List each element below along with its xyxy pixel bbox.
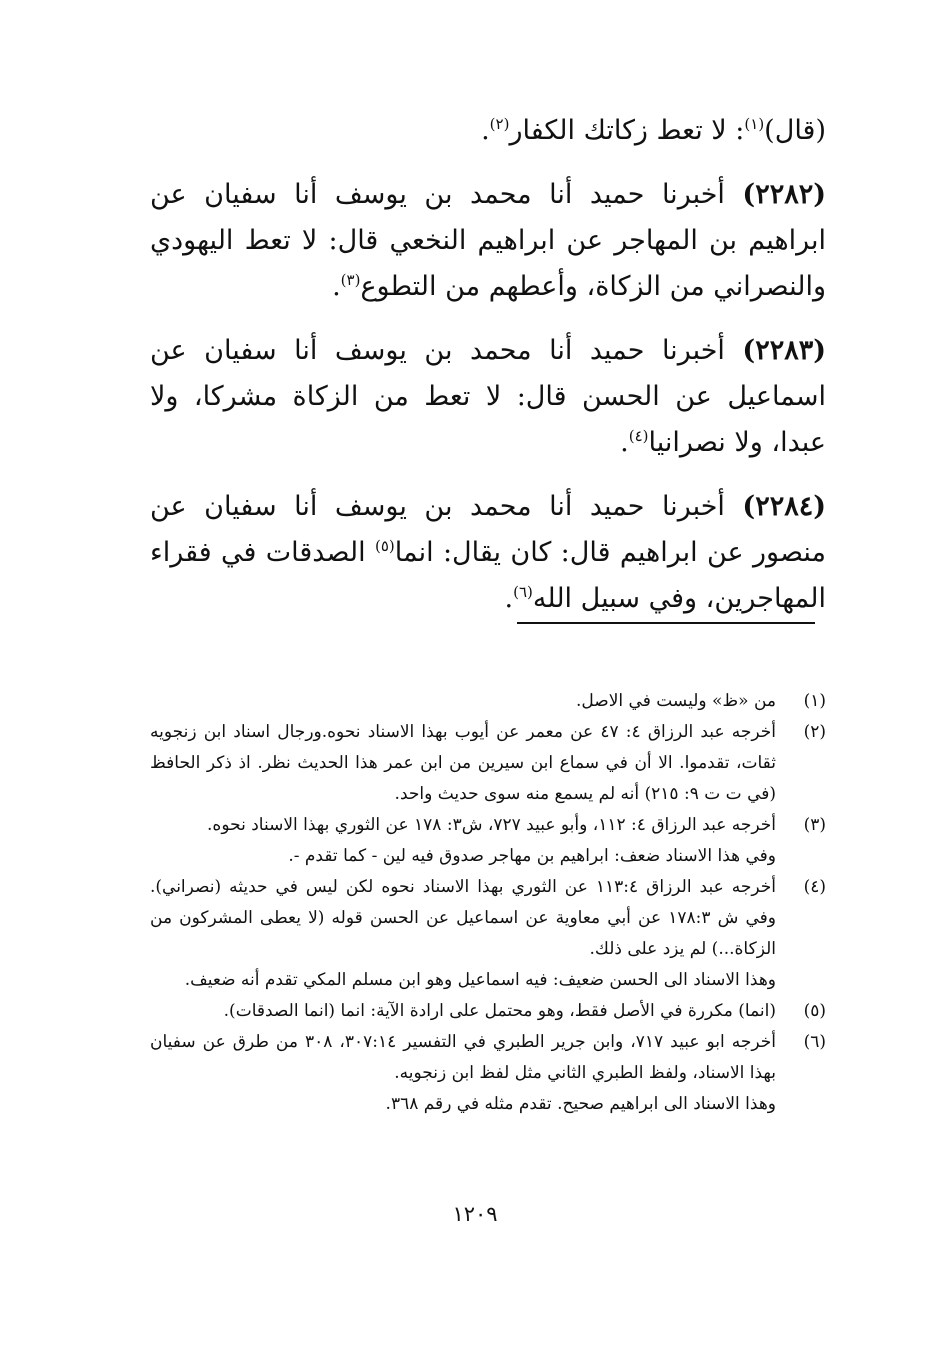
footnote [150,872,826,996]
footnote-body [150,686,776,717]
hadith-text: أخبرنا حميد أنا محمد بن يوسف أنا سفيان عن اسماعيل عن الحسن قال: لا تعط من الزكاة مشركا، ولا عبدا، ولا نصرانيا [150,335,826,458]
footnote-line: أخرجه ابو عبيد ٧١٧، وابن جرير الطبري في التفسير ٣٠٧:١٤، ٣٠٨ من طرق عن سفيان بهذا الاسناد، ولفظ الطبري الثاني مثل لفظ ابن زنجويه. [150,1032,777,1083]
qal-text: : لا تعط زكاتك الكفار [509,115,745,146]
hadith-2283 [150,328,826,466]
footnote-number: (٣) [803,815,826,835]
footnote [150,686,826,717]
main-text [150,108,826,640]
hadith-number: (٢٢٨٣) [742,335,826,366]
footnote-body [150,996,776,1027]
footnote [150,810,826,872]
footnote-line: (انما) مكررة في الأصل فقط، وهو محتمل على ارادة الآية: انما (انما الصدقات). [223,1001,776,1021]
page-number: ١٢٠٩ [452,1202,498,1226]
footnote-number: (٦) [803,1032,826,1052]
footnote-number: (٤) [803,877,826,897]
hadith-text: أخبرنا حميد أنا محمد بن يوسف أنا سفيان عن ابراهيم بن المهاجر عن ابراهيم النخعي قال: لا تعط اليهودي والنصراني من الزكاة، وأعطهم من التطوع [150,179,826,302]
footnote-line: أخرجه عبد الرزاق ٤: ١١٢، وأبو عبيد ٧٢٧، ش٣: ١٧٨ عن الثوري بهذا الاسناد نحوه. [207,815,776,835]
footnote-body [150,717,776,810]
paragraph-qal [150,108,826,154]
hadith-2284 [150,484,826,622]
hadith-end: . [504,583,514,614]
footnote-ref-3: (٣) [340,271,361,289]
footnote [150,996,826,1027]
footnote-line: وفي هذا الاسناد ضعف: ابراهيم بن مهاجر صدوق فيه لين - كما تقدم -. [288,846,776,866]
footnote-ref-5: (٥) [374,537,395,555]
footnote-body [150,810,776,872]
footnote-body [150,872,776,996]
footnote-line: أخرجه عبد الرزاق ٤: ٤٧ عن معمر عن أيوب بهذا الاسناد نحوه.ورجال اسناد ابن زنجويه ثقات، تقدموا. الا أن في سماع ابن سيرين من ابن عمر هذا الحديث نظر. اذ ذكر الحافظ (في ت ت ٩: ٢١٥) أنه لم يسمع منه سوى حديث واحد. [150,722,776,804]
footnote-line: من «ظ» وليست في الاصل. [576,691,776,711]
footnote-ref-1: (١) [744,115,765,133]
hadith-number: (٢٢٨٢) [742,179,826,210]
footnote-line: وهذا الاسناد الى الحسن ضعيف: فيه اسماعيل وهو ابن مسلم المكي تقدم أنه ضعيف. [184,970,776,990]
footnote-line: وهذا الاسناد الى ابراهيم صحيح. تقدم مثله في رقم ٣٦٨. [385,1094,776,1114]
qal-end: . [481,115,490,146]
footnotes [150,686,826,1120]
hadith-text: أخبرنا حميد أنا محمد بن يوسف أنا سفيان عن منصور عن ابراهيم قال: كان يقال: انما [150,491,826,568]
footnote-separator [517,622,815,624]
hadith-end: . [332,271,341,302]
footnote-number: (١) [803,691,826,711]
footnote-ref-6: (٦) [513,583,533,601]
footnote [150,717,826,810]
hadith-number: (٢٢٨٤) [742,491,826,522]
hadith-2282 [150,172,826,310]
footnote-body [150,1027,776,1120]
qal-prefix: (قال) [764,115,826,146]
hadith-text-cont: الصدقات في فقراء المهاجرين، وفي سبيل الله [150,537,826,614]
footnote-ref-2: (٢) [489,115,510,133]
footnote-line: أخرجه عبد الرزاق ١١٣:٤ عن الثوري بهذا الاسناد نحوه لكن ليس في حديثه (نصراني). وفي ش ١٧٨:٣ عن أبي معاوية عن اسماعيل عن الحسن قوله (لا يعطى المشركون من الزكاة...) لم يزد على ذلك. [150,877,776,959]
footnote-number: (٢) [803,722,826,742]
footnote-number: (٥) [803,1001,826,1021]
footnote-ref-4: (٤) [628,427,649,445]
hadith-end: . [620,427,629,458]
footnote [150,1027,826,1120]
